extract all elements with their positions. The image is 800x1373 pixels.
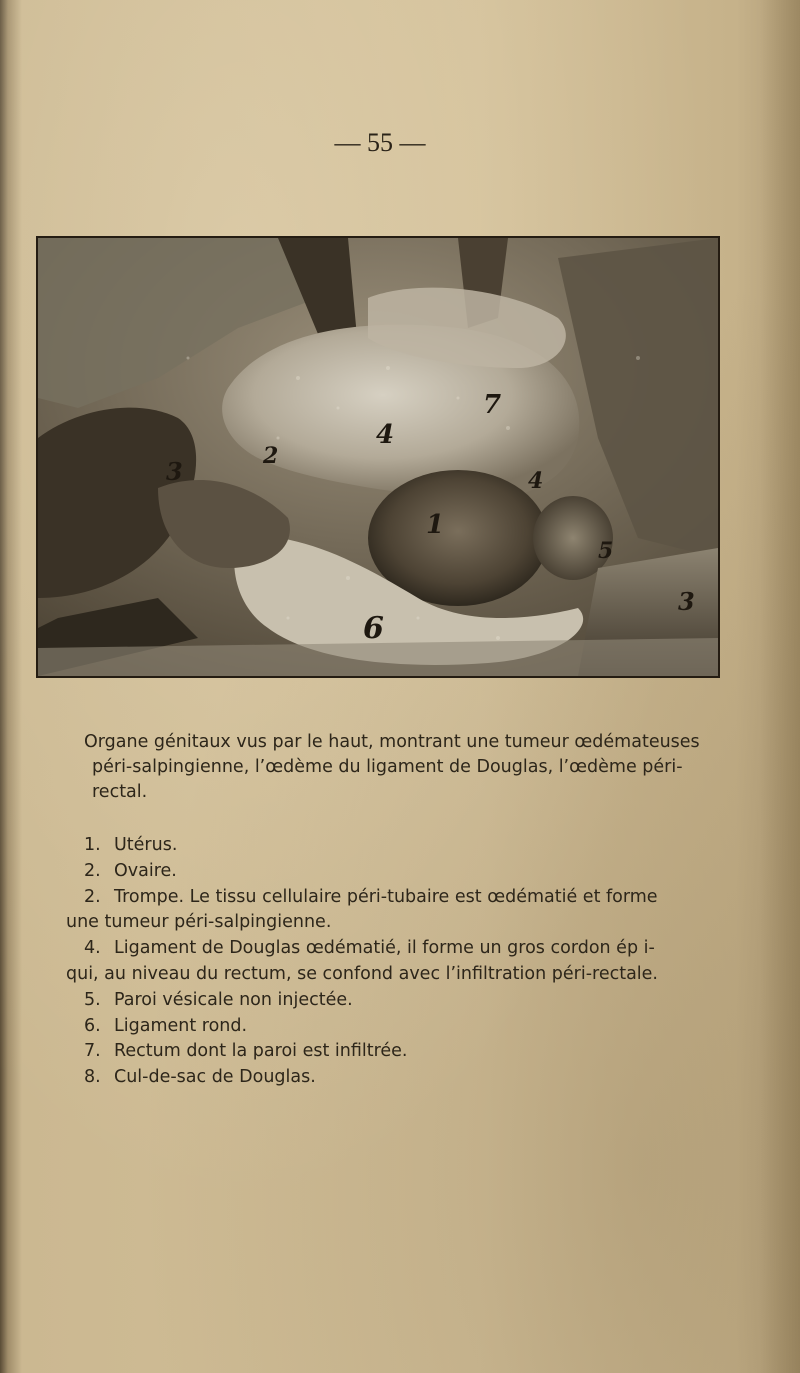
figure-label: 3 [166, 457, 183, 486]
legend-item [84, 1065, 744, 1091]
legend-continuation: qui, au niveau du rectum, se confond avec l’infiltration péri-rectale. [66, 963, 658, 984]
photograph-illustration [38, 238, 718, 676]
anatomical-photograph [36, 236, 720, 678]
legend-item [84, 885, 744, 911]
legend-item [84, 988, 744, 1014]
legend-text: Ligament de Douglas œdématié, il forme un gros cordon ép i- [114, 938, 655, 959]
figure-label: 4 [376, 420, 395, 450]
figure-label: 2 [263, 443, 279, 469]
legend-number: 8. [84, 1067, 101, 1088]
legend-text: Paroi vésicale non injectée. [114, 989, 353, 1010]
figure-caption [84, 730, 724, 805]
legend-number: 1. [84, 835, 101, 855]
figure-label: 6 [363, 611, 384, 646]
legend-item [84, 833, 744, 859]
figure-label: 4 [528, 468, 544, 494]
legend-number: 5. [84, 989, 101, 1010]
legend-continuation: une tumeur péri-salpingienne. [66, 912, 332, 933]
legend-item [84, 859, 744, 885]
legend-number: 2. [84, 886, 101, 907]
caption-line: rectal. [92, 782, 148, 802]
figure-legend [66, 833, 744, 1091]
legend-text: Trompe. Le tissu cellulaire péri-tubaire est œdématié et forme [114, 886, 658, 907]
figure-label: 7 [483, 390, 502, 420]
legend-text: Utérus. [114, 835, 178, 855]
legend-text: Cul-de-sac de Douglas. [114, 1067, 316, 1088]
page-edge-shadow [760, 0, 800, 1373]
legend-number: 4. [84, 938, 101, 959]
legend-item [84, 1039, 744, 1065]
page-number: — 55 — [334, 128, 426, 157]
figure-label: 1 [426, 510, 445, 540]
legend-number: 6. [84, 1015, 101, 1036]
caption-line: Organe génitaux vus par le haut, montrant une tumeur œdémateuses [84, 732, 700, 752]
figure-label: 3 [678, 587, 695, 616]
legend-number: 7. [84, 1041, 101, 1062]
legend-number: 2. [84, 860, 101, 881]
legend-text: Rectum dont la paroi est infiltrée. [114, 1041, 408, 1062]
legend-text: Ligament rond. [114, 1015, 248, 1036]
legend-text: Ovaire. [114, 860, 177, 881]
caption-line: péri-salpingienne, l’œdème du ligament de Douglas, l’œdème péri- [92, 757, 683, 777]
legend-item [84, 1014, 744, 1040]
legend-item [84, 936, 744, 962]
figure-label: 5 [598, 538, 614, 564]
